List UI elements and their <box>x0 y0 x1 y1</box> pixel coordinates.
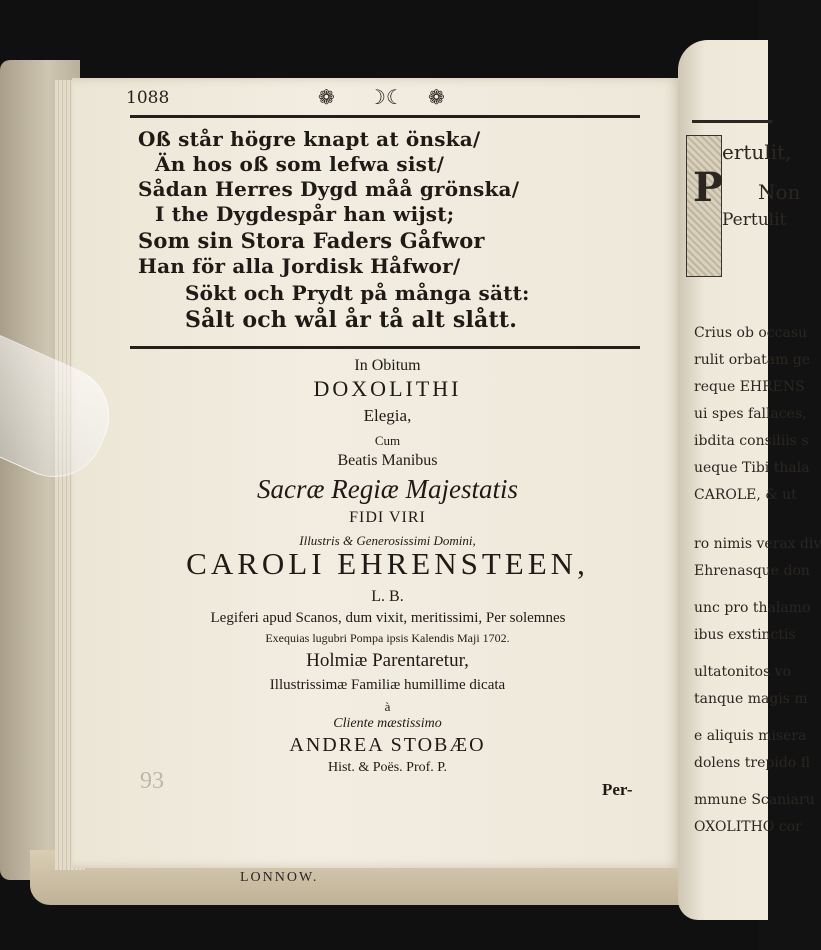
illustris: Illustris & Generosissimi Domini, <box>299 533 476 548</box>
right-line: ibus exstinctis <box>694 627 796 643</box>
right-line: rulit orbatam ge <box>694 352 811 368</box>
elegia: Elegia, <box>363 406 412 425</box>
right-line: ultatonitos vo <box>694 664 792 680</box>
in-obitum: In Obitum <box>354 357 421 374</box>
hist-poes: Hist. & Poës. Prof. P. <box>327 760 448 775</box>
section-rule <box>130 346 640 349</box>
exequias: Exequias lugubri Pompa ipsis Kalendis Maji 1702. <box>265 631 510 645</box>
right-line: unc pro thalamo <box>694 600 811 616</box>
right-line: CAROLE, & ut <box>694 487 797 503</box>
poem-line: Oß står högre knapt at önska/ <box>138 127 481 151</box>
right-line: ertulit, <box>722 140 792 164</box>
right-line: Crius ob occasu <box>694 325 808 341</box>
holmiae: Holmiæ Parentaretur, <box>306 650 469 671</box>
poem-line: Sålt och wål år tå alt slått. <box>185 307 518 333</box>
right-line: Non <box>758 180 801 204</box>
poem-line: Som sin Stora Faders Gåfwor <box>138 228 485 253</box>
doxolithi: DOXOLITHI <box>313 376 462 401</box>
cum: Cum <box>374 433 401 448</box>
right-line: ro nimis verax div <box>694 536 821 552</box>
header-rule <box>130 115 640 118</box>
right-line: Pertulit <box>722 210 787 230</box>
fidi-viri: FIDI VIRI <box>349 509 426 526</box>
lb: L. B. <box>371 588 404 605</box>
andrea-stobaeo: ANDREA STOBÆO <box>289 734 486 756</box>
right-line: reque EHRENS <box>694 379 805 395</box>
cliente: Cliente mæstissimo <box>333 716 442 731</box>
poem-line: Han för alla Jordisk Håfwor/ <box>138 254 461 278</box>
right-page <box>678 40 821 920</box>
illustrissimae: Illustrissimæ Familiæ humillime dicata <box>269 677 506 693</box>
right-line: ui spes fallaces, <box>694 406 807 422</box>
right-line: e aliquis misera <box>694 728 807 744</box>
poem-line: Än hos oß som lefwa sist/ <box>155 152 445 176</box>
page-number: 1088 <box>126 88 170 108</box>
right-line: mmune Scaniaru <box>694 792 815 808</box>
sacrae-regiae: Sacræ Regiæ Majestatis <box>257 474 518 504</box>
poem-line: Sökt och Prydt på många sätt: <box>185 281 530 305</box>
poem-line: I the Dygdespår han wijst; <box>155 202 455 226</box>
catchword: Per- <box>602 780 633 799</box>
bleed-through-text: LONNOW. <box>240 870 319 885</box>
right-line: tanque magis m <box>694 691 808 707</box>
right-line: ibdita consiliis s <box>694 433 809 449</box>
ornament-flower-icon: ❁ <box>318 85 335 109</box>
decorated-initial <box>686 135 722 277</box>
caroli-ehrensteen: CAROLI EHRENSTEEN, <box>186 546 589 581</box>
library-stamp: 93 <box>140 768 164 794</box>
ornament-flower-icon: ❁ <box>428 85 445 109</box>
legiferi: Legiferi apud Scanos, dum vixit, meritissimi, Per solemnes <box>210 610 566 626</box>
right-line: Ehrenasque don <box>694 563 810 579</box>
right-line: dolens trepido fl <box>694 755 811 771</box>
right-page-rule <box>692 120 772 123</box>
initial-letter: P <box>693 164 724 211</box>
beatis-manibus: Beatis Manibus <box>337 452 438 469</box>
ornament-crescent-icon: ☽☾ <box>368 85 404 109</box>
poem-line: Sådan Herres Dygd måå grönska/ <box>138 177 520 201</box>
right-line: ueque Tibi thala <box>694 460 810 476</box>
a-letter: à <box>384 699 391 714</box>
right-line: OXOLITHO cor <box>694 819 802 835</box>
